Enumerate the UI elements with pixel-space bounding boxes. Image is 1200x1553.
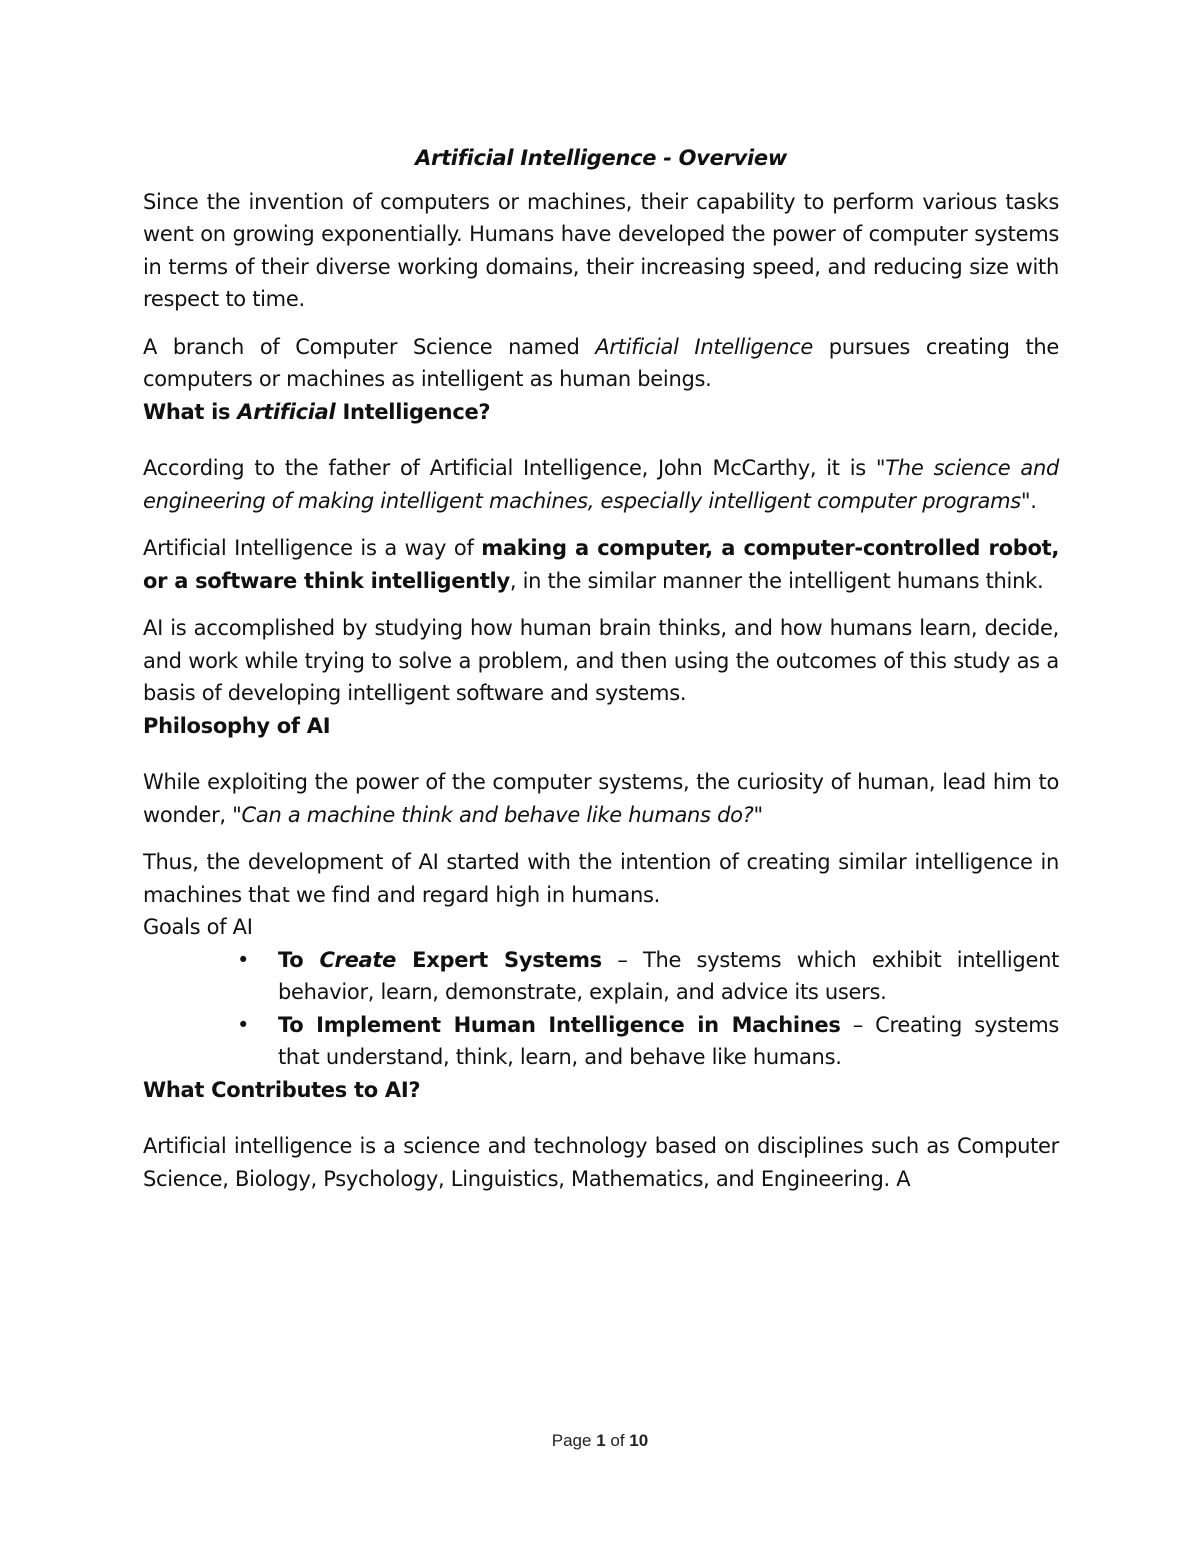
intro-p2-italic-term: Artificial Intelligence	[595, 334, 814, 359]
page-current: 1	[596, 1431, 606, 1450]
page-footer	[0, 1431, 1200, 1451]
definition-paragraph	[143, 452, 1059, 517]
section-heading-contributes: What Contributes to AI?	[143, 1077, 421, 1102]
contributes-paragraph: Artificial intelligence is a science and technology based on disciplines such as Computer Science, Biology, Psychology, Linguistics, Mathematics, and Engineering. A	[143, 1134, 1059, 1191]
definition-quote: The science and engineering of making intelligent machines, especially intelligent computer programs	[143, 456, 1059, 513]
intro-p2-text-end: pursues creating the computers or machines as intelligent as human beings.	[143, 334, 1060, 391]
heading-italic: Artificial	[237, 399, 336, 424]
goal-title: To	[278, 947, 320, 972]
section-heading-goals: Goals of AI	[143, 915, 253, 939]
page-of-label: of	[605, 1431, 630, 1450]
intro-p2-text: A branch of Computer Science named	[143, 334, 596, 359]
goal-description: Creating systems that understand, think, learn, and behave like humans.	[278, 1012, 1060, 1069]
ai-way-text: Artificial Intelligence is a way of	[143, 536, 482, 560]
bullet-icon: •	[237, 1012, 250, 1037]
philosophy-paragraph-1	[143, 766, 1059, 831]
section-heading-philosophy: Philosophy of AI	[143, 713, 331, 738]
goal-title-end: Expert Systems	[396, 947, 602, 972]
page-label: Page	[551, 1431, 597, 1450]
ai-way-separator-1: ,	[705, 536, 722, 560]
ai-way-bold-1: making a computer	[481, 536, 706, 560]
goal-title-italic: Create	[319, 947, 397, 972]
heading-text-end: Intelligence?	[335, 399, 491, 424]
list-item	[143, 1009, 1059, 1074]
definition-text-end: ".	[1020, 488, 1037, 513]
intro-paragraph-1: Since the invention of computers or machines, their capability to perform various tasks went on growing exponentially. Humans have developed the power of computer systems in terms of their diverse working domains, their increasing speed, and reducing size with respect to time.	[143, 189, 1059, 311]
heading-text: What is	[143, 399, 238, 424]
page-total: 10	[629, 1431, 649, 1450]
ai-way-bold-3: or a software think intelligently	[143, 568, 510, 593]
goal-dash: –	[840, 1012, 876, 1037]
philosophy-paragraph-2: Thus, the development of AI started with the intention of creating similar intelligence in machines that we find and regard high in humans.	[143, 850, 1059, 907]
intro-paragraph-2	[143, 331, 1059, 396]
bullet-icon: •	[237, 947, 250, 972]
list-item	[143, 944, 1059, 1009]
document-content	[143, 142, 1059, 1195]
philosophy-quote: Can a machine think and behave like humans do?	[241, 802, 754, 827]
ai-way-text-end: , in the similar manner the intelligent humans think.	[509, 568, 1044, 593]
ai-way-paragraph	[143, 532, 1059, 597]
goal-description: The systems which exhibit intelligent behavior, learn, demonstrate, explain, and advice its users.	[278, 947, 1060, 1004]
goal-title: To Implement Human Intelligence in Machines	[278, 1012, 841, 1037]
goals-list	[143, 944, 1059, 1074]
ai-accomplished-paragraph: AI is accomplished by studying how human brain thinks, and how humans learn, decide, and work while trying to solve a problem, and then using the outcomes of this study as a basis of developing intelligent software and systems.	[143, 616, 1059, 705]
document-title: Artificial Intelligence - Overview	[415, 146, 787, 170]
section-heading-what-is-ai	[143, 396, 1059, 429]
ai-way-bold-2: a computer-controlled robot	[721, 536, 1052, 560]
philosophy-text-end: "	[753, 802, 763, 827]
philosophy-text: While exploiting the power of the computer systems, the curiosity of human, lead him to wonder, "	[143, 770, 1059, 827]
goal-dash: –	[601, 947, 643, 972]
ai-way-separator-2: ,	[1051, 536, 1059, 560]
definition-text: According to the father of Artificial Intelligence, John McCarthy, it is "	[143, 456, 886, 480]
